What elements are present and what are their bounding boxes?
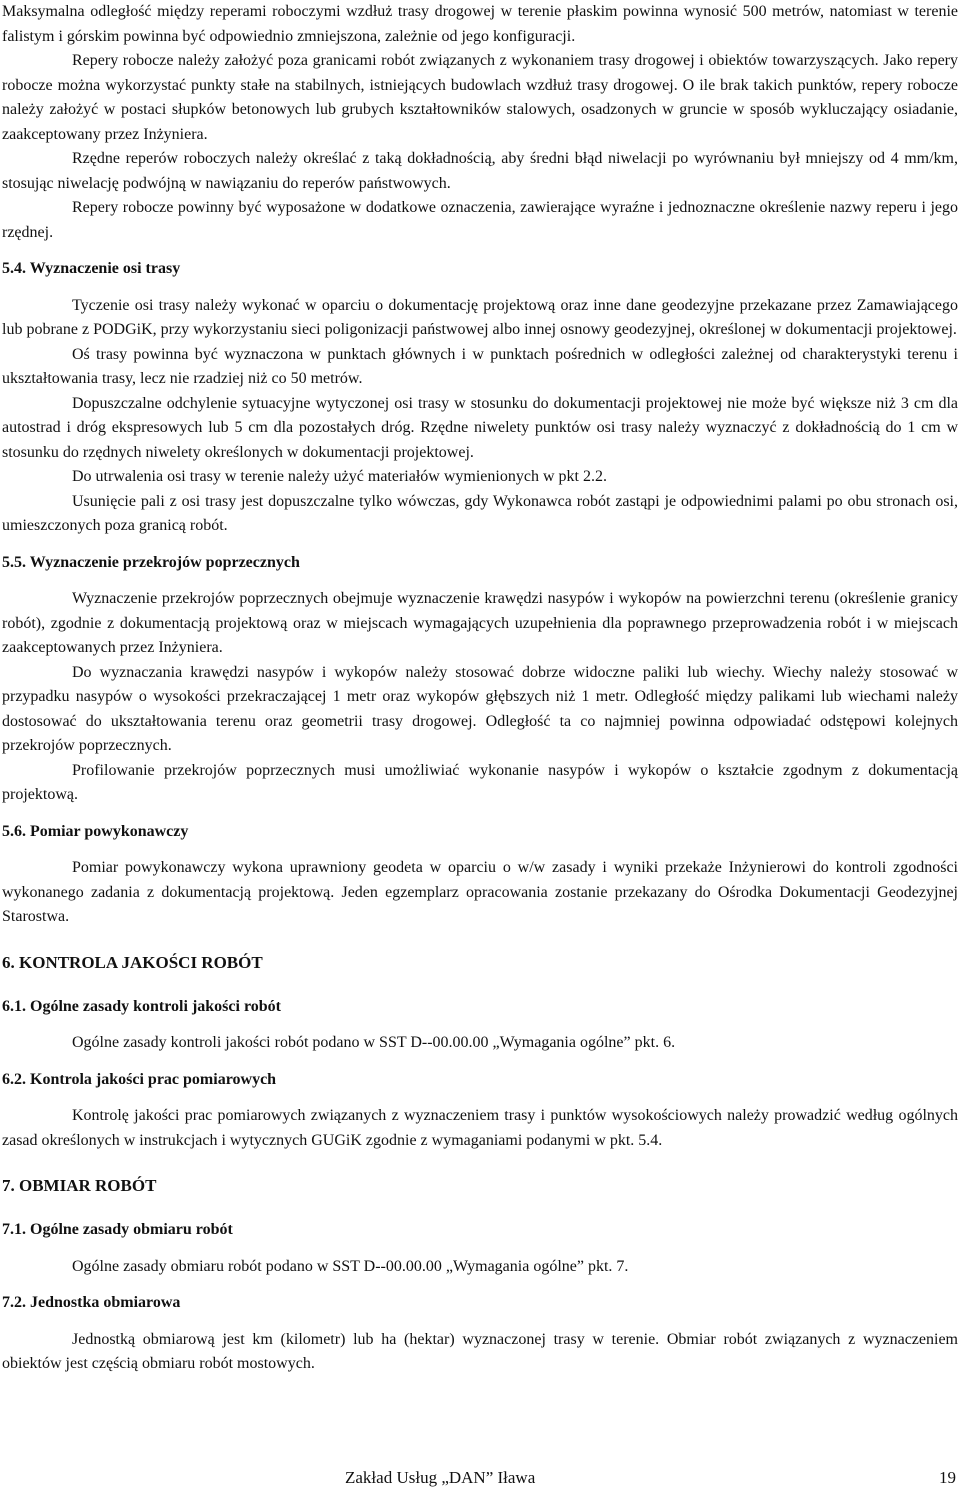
paragraph: Oś trasy powinna być wyznaczona w punktach głównych i w punktach pośrednich w odległości zależnej od charakterystyki terenu i ukształtowania trasy, lecz nie rzadziej niż co 50 metrów. [2, 345, 958, 387]
document-body [2, 0, 958, 1377]
paragraph: Maksymalna odległość między reperami roboczymi wzdłuż trasy drogowej w terenie płaskim powinna wynosić 500 metrów, natomiast w terenie falistym i górskim powinna być odpowiednio zmniejszona, zależnie od jego konfiguracji. [2, 3, 958, 45]
page-number: 19 [939, 1468, 956, 1487]
section-heading-6-1: 6.1. Ogólne zasady kontroli jakości robót [2, 997, 281, 1015]
section-heading-5-5: 5.5. Wyznaczenie przekrojów poprzecznych [2, 553, 300, 571]
section-heading-7-2: 7.2. Jednostka obmiarowa [2, 1294, 181, 1311]
footer-company: Zakład Usług „DAN” Iława [345, 1468, 536, 1487]
paragraph: Do utrwalenia osi trasy w terenie należy użyć materiałów wymienionych w pkt 2.2. [72, 468, 607, 485]
chapter-heading-7: 7. OBMIAR ROBÓT [2, 1176, 157, 1195]
paragraph: Tyczenie osi trasy należy wykonać w oparciu o dokumentację projektową oraz inne dane geodezyjne przekazane przez Zamawiającego lub pobrane z PODGiK, przy wykorzystaniu sieci poligonizacji państwowej albo innej osnowy geodezyjnej, określonej w dokumentacji projektowej. [2, 296, 958, 338]
paragraph: Ogólne zasady obmiaru robót podano w SST D--00.00.00 „Wymagania ogólne” pkt. 7. [72, 1257, 629, 1275]
paragraph: Pomiar powykonawczy wykona uprawniony geodeta w oparciu o w/w zasady i wyniki przekaże Inżynierowi do kontroli zgodności wykonanego zadania z dokumentacją projektową. Jeden egzemplarz opracowania zostanie przekazany do Ośrodka Dokumentacji Geodezyjnej Starostwa. [2, 859, 958, 925]
section-heading-6-2: 6.2. Kontrola jakości prac pomiarowych [2, 1070, 277, 1088]
section-heading-7-1: 7.1. Ogólne zasady obmiaru robót [2, 1221, 233, 1238]
paragraph: Usunięcie pali z osi trasy jest dopuszczalne tylko wówczas, gdy Wykonawca robót zastąpi je odpowiednimi palami po obu stronach osi, umieszczonych poza granicą robót. [2, 492, 958, 534]
page-footer [0, 1468, 960, 1494]
paragraph: Kontrolę jakości prac pomiarowych związanych z wyznaczeniem trasy i punktów wysokościowych należy prowadzić według ogólnych zasad określonych w instrukcjach i wytycznych GUGiK zgodnie z wymaganiami podanymi w pkt. 5.4. [2, 1107, 958, 1149]
section-heading-5-4: 5.4. Wyznaczenie osi trasy [2, 260, 181, 277]
paragraph: Repery robocze należy założyć poza granicami robót związanych z wykonaniem trasy drogowej i obiektów towarzyszących. Jako repery robocze można wykorzystać punkty stałe na stabilnych, istniejących budowlach wzdłuż trasy drogowej. O ile brak takich punktów, repery robocze należy założyć w postaci słupków betonowych lub grubych kształtowników stalowych, osadzonych w gruncie w sposób wykluczający osiadanie, zaakceptowany przez Inżyniera. [2, 52, 958, 143]
chapter-heading-6: 6. KONTROLA JAKOŚCI ROBÓT [2, 952, 263, 972]
paragraph: Repery robocze powinny być wyposażone w dodatkowe oznaczenia, zawierające wyraźne i jednoznaczne określenie nazwy reperu i jego rzędnej. [2, 199, 958, 241]
section-heading-5-6: 5.6. Pomiar powykonawczy [2, 822, 189, 840]
paragraph: Rzędne reperów roboczych należy określać z taką dokładnością, aby średni błąd niwelacji po wyrównaniu był mniejszy od 4 mm/km, stosując niwelację podwójną w nawiązaniu do reperów państwowych. [2, 150, 958, 192]
paragraph: Profilowanie przekrojów poprzecznych musi umożliwiać wykonanie nasypów i wykopów o kształcie zgodnym z dokumentacją projektową. [2, 761, 958, 803]
paragraph: Wyznaczenie przekrojów poprzecznych obejmuje wyznaczenie krawędzi nasypów i wykopów na powierzchni terenu (określenie granicy robót), zgodnie z dokumentacją projektową oraz w miejscach wymagających uzupełnienia dla poprawnego przeprowadzenia robót i w miejscach zaakceptowanych przez Inżyniera. [2, 590, 958, 656]
paragraph: Do wyznaczania krawędzi nasypów i wykopów należy stosować dobrze widoczne paliki lub wiechy. Wiechy należy stosować w przypadku nasypów o wysokości przekraczającej 1 metr oraz wykopów głębszych niż 1 metr. Odległość między palikami lub wiechami należy dostosować do ukształtowania terenu oraz geometrii trasy drogowej. Odległość ta co najmniej powinna odpowiadać odstępowi kolejnych przekrojów poprzecznych. [2, 663, 958, 754]
paragraph: Ogólne zasady kontroli jakości robót podano w SST D--00.00.00 „Wymagania ogólne” pkt. 6. [72, 1034, 676, 1051]
paragraph: Dopuszczalne odchylenie sytuacyjne wytyczonej osi trasy w stosunku do dokumentacji projektowej nie może być większe niż 3 cm dla autostrad i dróg ekspresowych lub 5 cm dla pozostałych dróg. Rzędne niwelety punktów osi trasy należy wyznaczyć z dokładnością do 1 cm w stosunku do rzędnych niwelety określonych w dokumentacji projektowej. [2, 394, 958, 461]
paragraph: Jednostką obmiarową jest km (kilometr) lub ha (hektar) wyznaczonej trasy w terenie. Obmiar robót związanych z wyznaczeniem obiektów jest częścią obmiaru robót mostowych. [2, 1330, 958, 1372]
